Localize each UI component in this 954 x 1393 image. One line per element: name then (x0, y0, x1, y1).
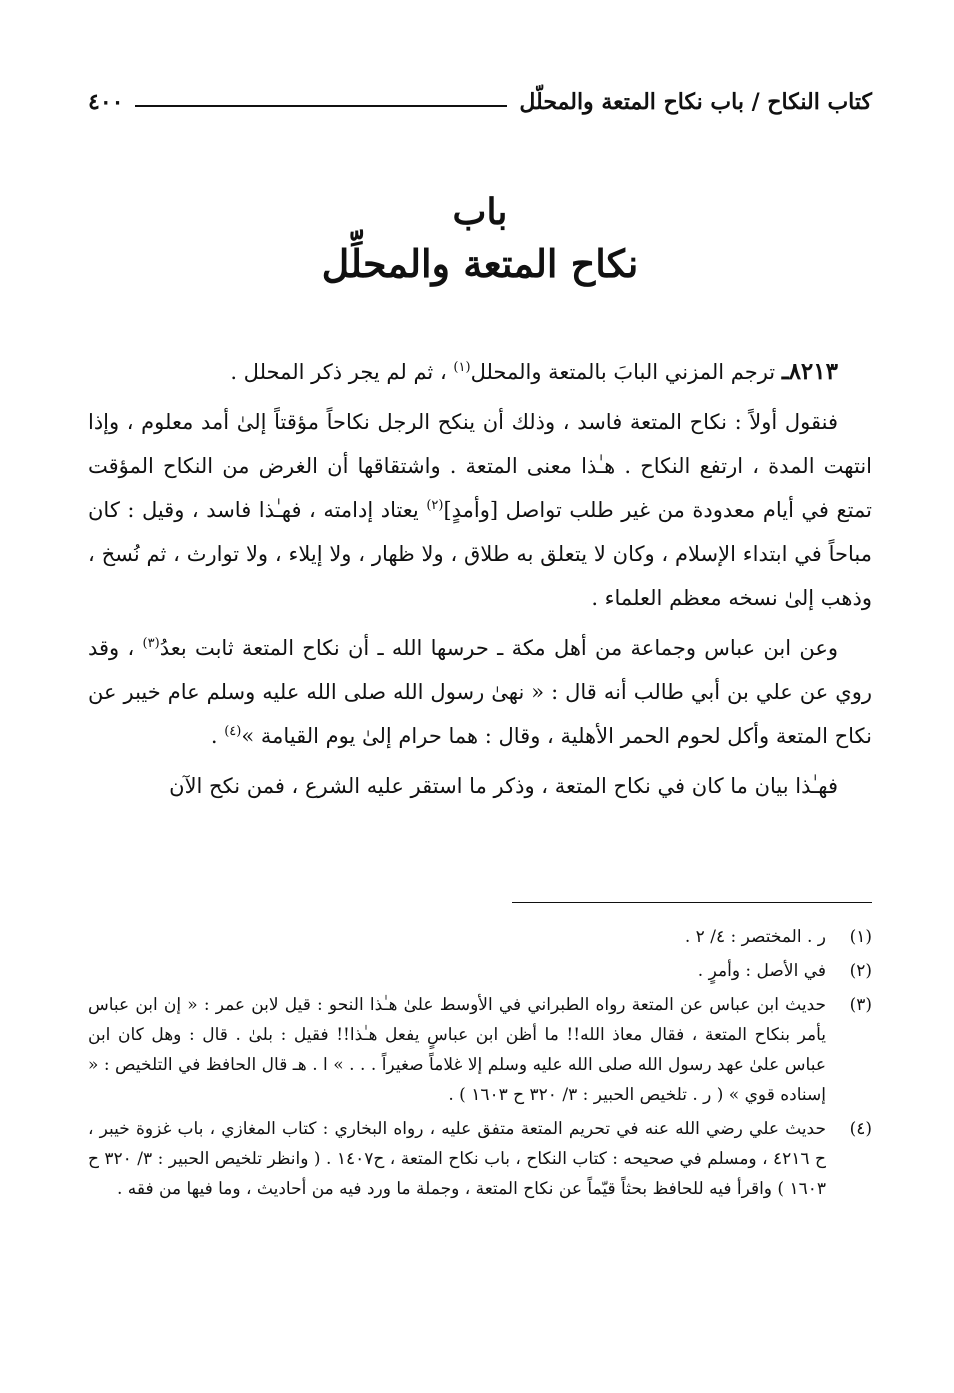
footnote-item (88, 956, 872, 986)
main-text (88, 350, 872, 814)
paragraph-2-part-b: يعتاد إدامته ، فهـٰذا فاسد ، وقيل : كان مباحاً في ابتداء الإسلام ، وكان لا يتعلق به طلاق ، ولا ظهار ، ولا إيلاء ، ولا توارث ، ثم نُسخ ، وذهب إلىٰ نسخه معظم العلماء . (88, 498, 872, 610)
chapter-label: باب (452, 191, 508, 233)
footnote-ref-4[interactable]: (٤) (224, 724, 242, 739)
footnote-text: حديث علي رضي الله عنه في تحريم المتعة متفق عليه ، رواه البخاري : كتاب المغازي ، باب غزوة خيبر ، ح ٤٢١٦ ، ومسلم في صحيحه : كتاب النكاح ، باب نكاح المتعة ، ح١٤٠٧ . ( وانظر تلخيص الحبير : ٣/ ٣٢٠ ح ١٦٠٣ ) واقرأ فيه للحافظ بحثاً قيّماً عن نكاح المتعة ، وجملة ما ورد فيه من أحاديث ، وما فيها من فقه . (88, 1119, 826, 1199)
footnotes (88, 922, 872, 1208)
issue-number: ٨٢١٣ـ (781, 358, 838, 385)
paragraph-3-part-b: ، وقد روي عن علي بن أبي طالب أنه قال : « نهىٰ رسول الله صلى الله عليه وسلم عام خيبر عن نكاح المتعة وأكل لحوم الحمر الأهلية ، وقال : هما حرام إلىٰ يوم القيامة » (88, 636, 872, 748)
paragraph-3-part-c: . (210, 724, 218, 748)
paragraph-3-part-a: وعن ابن عباس وجماعة من أهل مكة ـ حرسها الله ـ أن نكاح المتعة ثابت بعدُ (159, 636, 839, 660)
book-page (88, 0, 872, 1393)
paragraph-1 (88, 350, 872, 394)
paragraph-4-text: فهـٰذا بيان ما كان في نكاح المتعة ، وذكر ما استقر عليه الشرع ، فمن نكح الآن (169, 774, 838, 798)
footnote-number: (٣) (849, 995, 872, 1015)
paragraph-2-part-a: فنقول أولاً : نكاح المتعة فاسد ، وذلك أن ينكح الرجل نكاحاً مؤقتاً إلىٰ أمد معلوم ، وإذا انتهت المدة ، ارتفع النكاح . هـٰذا معنى المتعة . واشتقاقها أن الغرض من النكاح المؤقت تمتع في أيام معدودة من غير طلب تواصل [وأمدٍ] (88, 410, 872, 522)
running-header (88, 82, 872, 122)
paragraph-4 (88, 764, 872, 808)
footnote-text: في الأصل : وأمرٍ . (697, 961, 826, 981)
footnote-ref-3[interactable]: (٣) (142, 636, 160, 651)
footnote-ref-2[interactable]: (٢) (426, 498, 444, 513)
page-number: ٤٠٠ (88, 89, 124, 115)
paragraph-1-part-b: ، ثم لم يجر ذكر المحلل . (230, 360, 447, 384)
footnote-item (88, 990, 872, 1110)
footnote-separator (512, 902, 872, 903)
footnote-ref-1[interactable]: (١) (453, 360, 471, 375)
footnote-number: (١) (849, 927, 872, 947)
chapter-title: نكاح المتعة والمحلِّل (321, 241, 639, 286)
footnote-number: (٢) (849, 961, 872, 981)
footnote-item (88, 922, 872, 952)
header-rule (135, 105, 507, 107)
footnote-text: حديث ابن عباس عن المتعة رواه الطبراني في الأوسط علىٰ هـٰذا النحو : قيل لابن عمر : « إن ابن عباس يأمر بنكاح المتعة ، فقال معاذ الله!! ما أظن ابن عباسٍ يفعل هـٰذا!! فقيل : بلىٰ . قال : وهل كان ابن عباس علىٰ عهد رسول الله صلى الله عليه وسلم إلا غلاماً صغيراً . . . » ا . هـ قال الحافظ في التلخيص : « إسناده قوي » ( ر . تلخيص الحبير : ٣/ ٣٢٠ ح ١٦٠٣ ) . (88, 995, 826, 1105)
footnote-text: ر . المختصر : ٤/ ٢ . (684, 927, 826, 947)
paragraph-3 (88, 626, 872, 758)
footnote-item (88, 1114, 872, 1204)
footnote-number: (٤) (849, 1119, 872, 1139)
paragraph-2 (88, 400, 872, 620)
running-title: كتاب النكاح / باب نكاح المتعة والمحلّل (519, 89, 872, 115)
chapter-heading (88, 188, 872, 292)
paragraph-1-part-a: ترجم المزني البابَ بالمتعة والمحلل (470, 360, 776, 384)
